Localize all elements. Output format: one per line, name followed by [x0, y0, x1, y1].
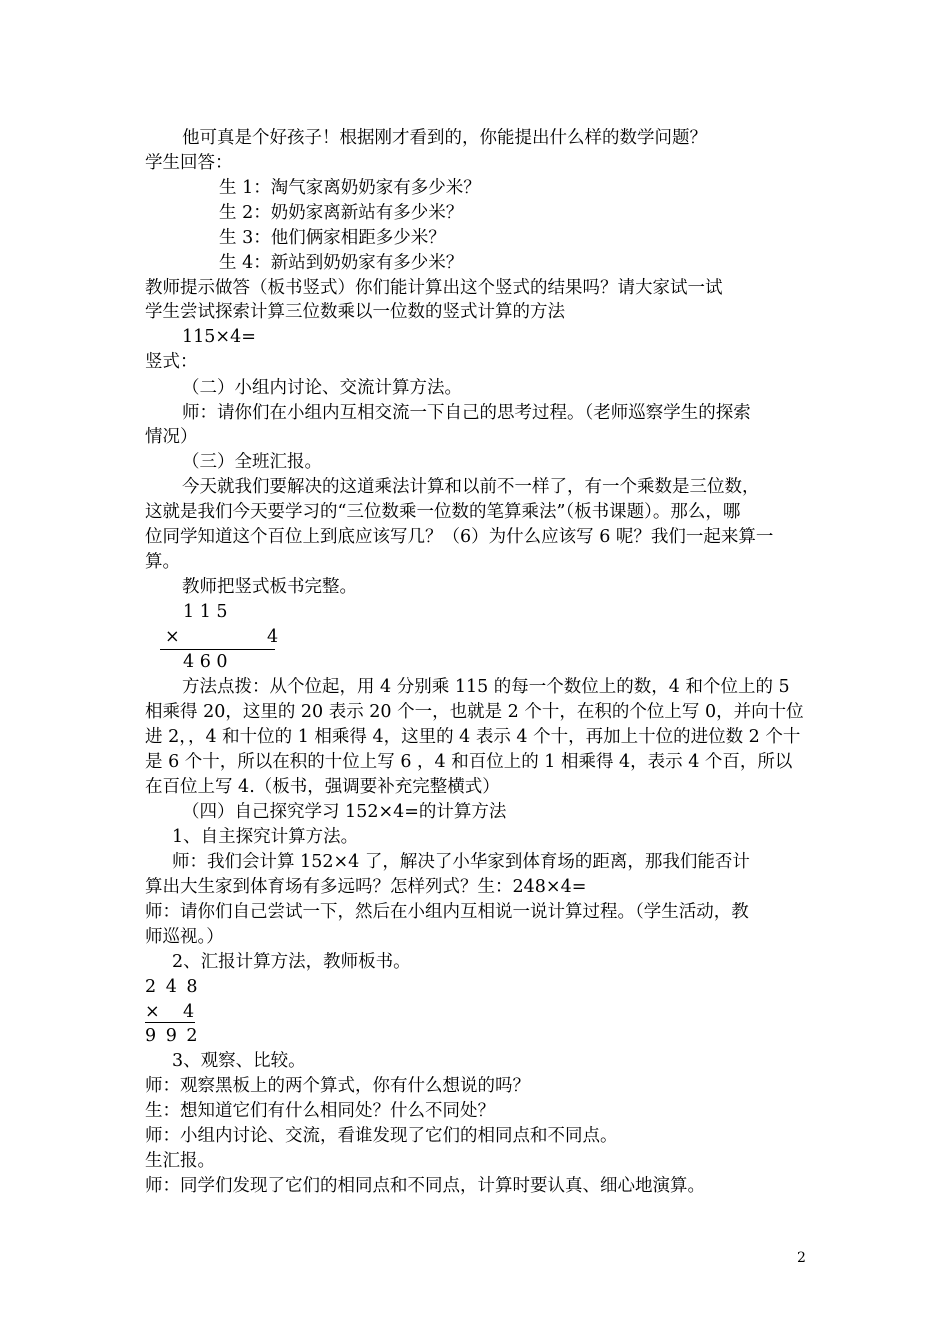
text-line: 他可真是个好孩子！根据刚才看到的，你能提出什么样的数学问题？ [182, 128, 707, 148]
calc1-multiplier: 4 [267, 627, 279, 647]
text-line: 生 4：新站到奶奶家有多少米？ [219, 253, 464, 273]
section-heading: （三）全班汇报。 [182, 452, 322, 472]
calc2-rule [145, 1022, 195, 1023]
section-heading: （二）小组内讨论、交流计算方法。 [182, 378, 462, 398]
calc2-multiplier: 4 [183, 1002, 195, 1022]
text-line: 竖式： [145, 352, 198, 372]
text-line: 进 2，，4 和十位的 1 相乘得 4，这里的 4 表示 4 个十，再加上十位的进位数 2 个十 [145, 727, 801, 747]
calc1-operator: × [165, 627, 180, 647]
text-line: 师：请你们在小组内互相交流一下自己的思考过程。（老师巡察学生的探索 [182, 403, 751, 423]
calc2-operator: × [145, 1002, 160, 1022]
text-line: 生：想知道它们有什么相同处？什么不同处？ [145, 1101, 495, 1121]
section-heading: （四）自己探究学习 152×4=的计算方法 [182, 802, 507, 822]
calc1-top: 1 1 5 [183, 602, 228, 622]
text-line: 在百位上写 4.（板书，强调要补充完整横式） [145, 777, 500, 797]
text-line: 师：同学们发现了它们的相同点和不同点，计算时要认真、细心地演算。 [145, 1176, 705, 1196]
text-line: 师巡视。） [145, 927, 224, 947]
text-line: 3、观察、比较。 [172, 1051, 306, 1071]
text-line: 学生尝试探索计算三位数乘以一位数的竖式计算的方法 [145, 302, 565, 322]
text-line: 师：观察黑板上的两个算式，你有什么想说的吗？ [145, 1076, 530, 1096]
text-line: 相乘得 20，这里的 20 表示 20 个一，也就是 2 个十，在积的个位上写 0，并向十位 [145, 702, 804, 722]
text-line: 2、汇报计算方法，教师板书。 [172, 952, 411, 972]
text-line: 方法点拨：从个位起，用 4 分别乘 115 的每一个数位上的数，4 和个位上的 5 [182, 677, 790, 697]
text-line: 是 6 个十，所以在积的十位上写 6 ，4 和百位上的 1 相乘得 4，表示 4 个百，所以 [145, 752, 793, 772]
text-line: 算出大生家到体育场有多远吗？怎样列式？生：248×4= [145, 877, 587, 897]
text-line: 师：我们会计算 152×4 了，解决了小华家到体育场的距离，那我们能否计 [172, 852, 750, 872]
text-line: 情况） [145, 427, 198, 447]
calc2-top: 2 4 8 [145, 977, 200, 997]
text-line: 师：请你们自己尝试一下，然后在小组内互相说一说计算过程。（学生活动，教 [145, 902, 749, 922]
text-line: 这就是我们今天要学习的“三位数乘一位数的笔算乘法”（板书课题）。那么，哪 [145, 502, 741, 522]
text-line: 教师提示做答（板书竖式）你们能计算出这个竖式的结果吗？请大家试一试 [145, 278, 723, 298]
text-line: 学生回答： [145, 153, 233, 173]
text-line: 师：小组内讨论、交流，看谁发现了它们的相同点和不同点。 [145, 1126, 618, 1146]
calc2-result: 9 9 2 [145, 1026, 200, 1046]
text-line: 生 3：他们俩家相距多少米？ [219, 228, 446, 248]
text-line: 教师把竖式板书完整。 [182, 577, 357, 597]
text-line: 今天就我们要解决的这道乘法计算和以前不一样了，有一个乘数是三位数， [182, 477, 760, 497]
page-number: 2 [797, 1250, 806, 1266]
text-line: 算。 [145, 552, 180, 572]
text-line: 位同学知道这个百位上到底应该写几？（6）为什么应该写 6 呢？我们一起来算一 [145, 527, 774, 547]
text-line: 1、自主探究计算方法。 [172, 827, 359, 847]
text-line: 生 1：淘气家离奶奶家有多少米？ [219, 178, 481, 198]
text-line: 生汇报。 [145, 1151, 215, 1171]
text-line: 生 2：奶奶家离新站有多少米？ [219, 203, 464, 223]
calc1-result: 4 6 0 [183, 652, 228, 672]
text-line: 115×4= [182, 327, 256, 347]
